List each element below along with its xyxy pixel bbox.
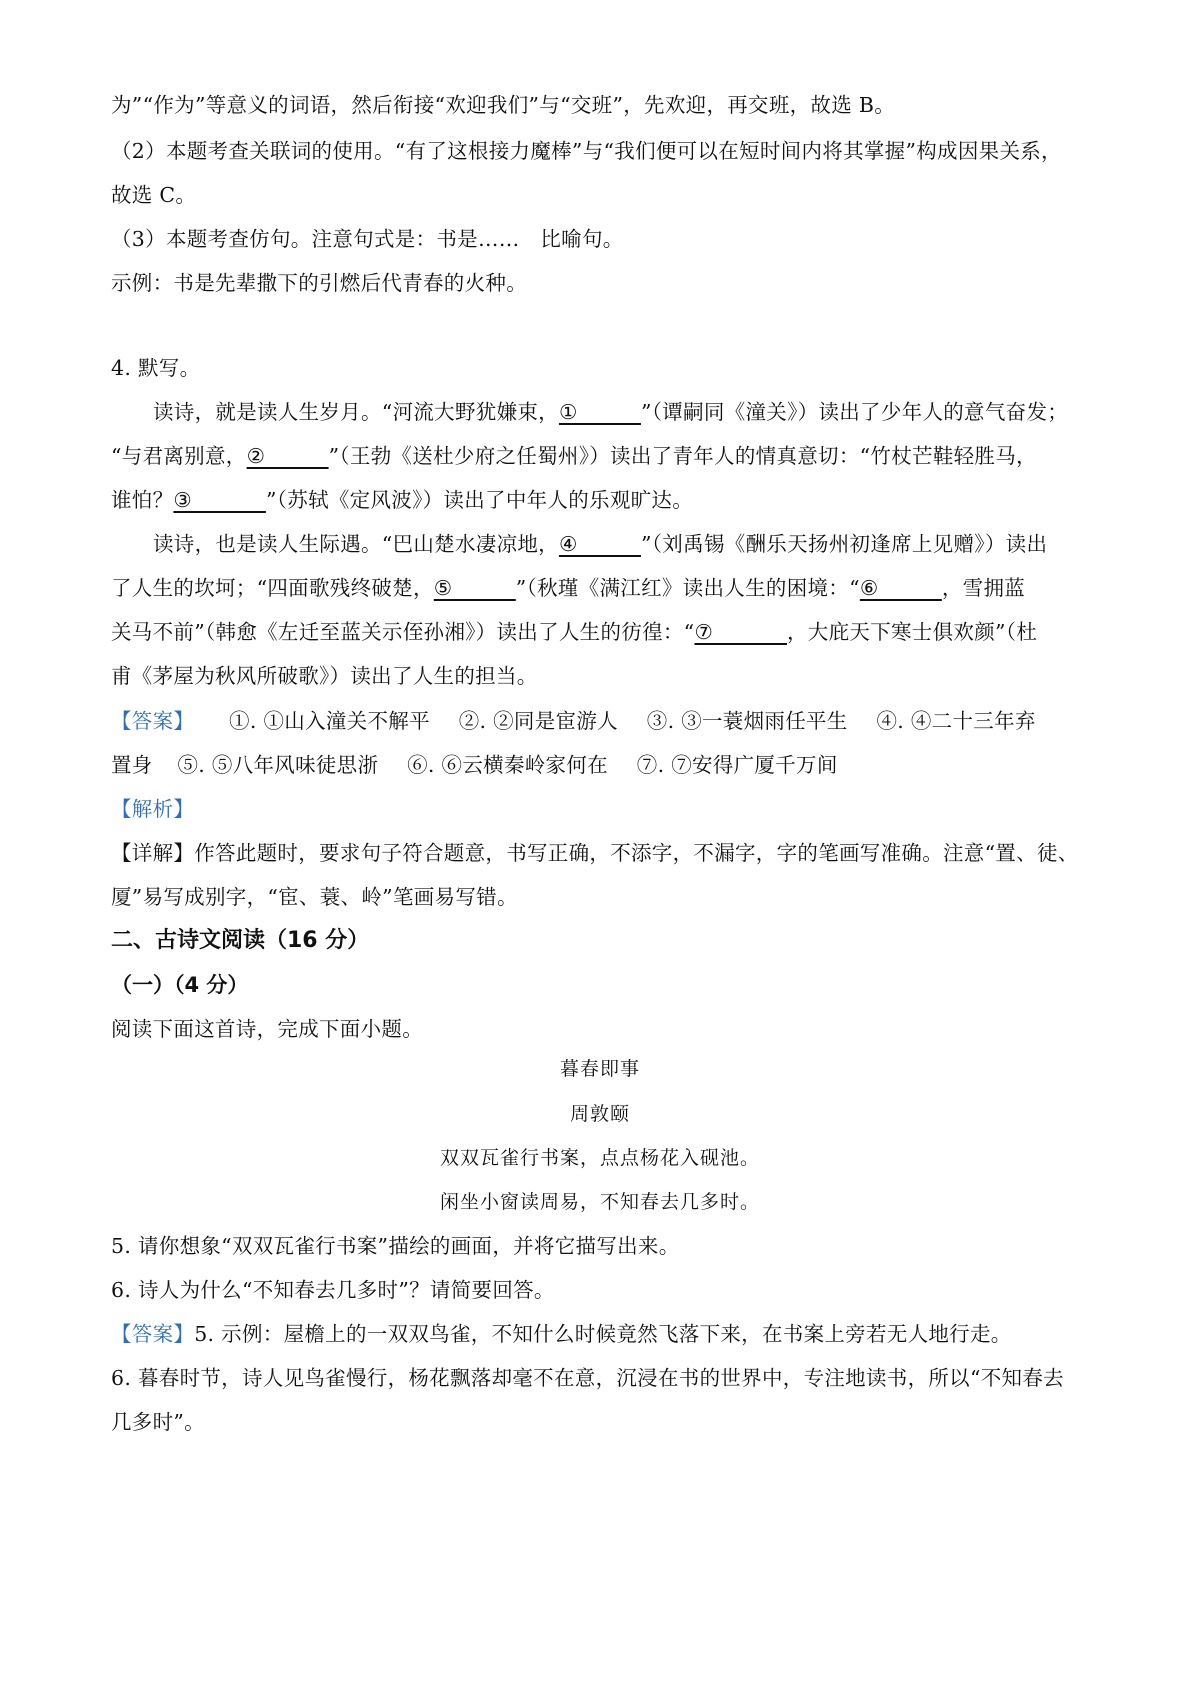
passage-line: 了人生的坎坷；“四面歌残终破楚，⑤______”（秋瑾《满江红》读出人生的困境：“⑥______，雪拥蓝 — [111, 573, 1106, 603]
passage-line: 谁怕？③_______”（苏轼《定风波》）读出了中年人的乐观旷达。 — [111, 485, 1106, 515]
analysis-tag: 【解析】 — [111, 797, 195, 821]
passage-line: “与君离别意，②______”（王勃《送杜少府之任蜀州》）读出了青年人的情真意切：“竹杖芒鞋轻胜马， — [111, 441, 1106, 471]
answer-line: 【答案】5. 示例：屋檐上的一双双鸟雀，不知什么时候竟然飞落下来，在书案上旁若无人地行走。 — [111, 1322, 1012, 1346]
explanation-line: 示例：书是先辈撒下的引燃后代青春的火种。 — [111, 271, 527, 295]
question-5: 5. 请你想象“双双瓦雀行书案”描绘的画面，并将它描写出来。 — [111, 1234, 680, 1258]
poem-title: 暮春即事 — [559, 1058, 640, 1080]
question-title: 4. 默写。 — [111, 356, 201, 380]
explanation-line: 故选 C。 — [111, 183, 197, 207]
blank-2: ②______ — [246, 444, 329, 468]
blank-3: ③_______ — [173, 488, 266, 512]
answer-line: 6. 暮春时节，诗人见鸟雀慢行，杨花飘落却毫不在意，沉浸在书的世界中，专注地读书，所以“不知春去 — [111, 1366, 1064, 1390]
blank-7: ⑦_______ — [694, 620, 787, 644]
question-6: 6. 诗人为什么“不知春去几多时”？请简要回答。 — [111, 1278, 555, 1302]
explanation-line: 为”“作为”等意义的词语，然后衔接“欢迎我们”与“交班”，先欢迎，再交班，故选 B。 — [111, 93, 896, 117]
answer-item: ②. ②同是宦游人 — [458, 709, 618, 733]
answer-line: 几多时”。 — [111, 1410, 205, 1434]
answer-line — [111, 706, 1106, 736]
answer-item: ①. ①山入潼关不解平 — [229, 709, 430, 733]
answer-item: ③. ③一蓑烟雨任平生 — [646, 709, 848, 733]
blank-4: ④______ — [558, 532, 641, 556]
answer-item: ⑦. ⑦安得广厦千万间 — [636, 753, 838, 777]
instruction-line: 阅读下面这首诗，完成下面小题。 — [111, 1017, 423, 1041]
passage-line: 读诗，也是读人生际遇。“巴山楚水凄凉地，④______”（刘禹锡《酬乐天扬州初逢席上见赠》）读出 — [153, 529, 1106, 559]
detail-line: 【详解】作答此题时，要求句子符合题意，书写正确，不添字，不漏字，字的笔画写准确。注意“置、徒、 — [111, 841, 1079, 865]
explanation-line: （3）本题考查仿句。注意句式是：书是…… 比喻句。 — [111, 227, 624, 251]
blank-6: ⑥______ — [859, 576, 942, 600]
answer-item: ④. ④二十三年弃 — [876, 709, 1036, 733]
blank-5: ⑤______ — [433, 576, 516, 600]
answer-tag: 【答案】 — [111, 1322, 195, 1346]
poem-line: 闲坐小窗读周易，不知春去几多时。 — [439, 1191, 760, 1213]
passage-line: 关马不前”（韩愈《左迁至蓝关示侄孙湘》）读出了人生的彷徨：“⑦_______，大庇天下寒士俱欢颜”（杜 — [111, 617, 1106, 647]
explanation-line: （2）本题考查关联词的使用。“有了这根接力魔棒”与“我们便可以在短时间内将其掌握”构成因果关系， — [111, 139, 1062, 163]
blank-1: ①______ — [558, 400, 641, 424]
answer-item: ⑤. ⑤八年风味徒思浙 — [177, 753, 379, 777]
section-heading: 二、古诗文阅读（16 分） — [111, 928, 370, 953]
poem-author: 周敦颐 — [569, 1103, 630, 1125]
answer-item: ⑥. ⑥云横秦岭家何在 — [407, 753, 608, 777]
passage-line: 甫《茅屋为秋风所破歌》）读出了人生的担当。 — [111, 664, 538, 688]
detail-line: 厦”易写成别字，“宦、蓑、岭”笔画易写错。 — [111, 885, 518, 909]
passage-line: 读诗，就是读人生岁月。“河流大野犹嫌束，①______”（谭嗣同《潼关》）读出了少年人的意气奋发； — [153, 397, 1106, 427]
subsection-heading: （一）（4 分） — [111, 973, 249, 997]
answer-line: 置身 ⑤. ⑤八年风味徒思浙 ⑥. ⑥云横秦岭家何在 ⑦. ⑦安得广厦千万间 — [111, 753, 838, 777]
answer-tag: 【答案】 — [111, 709, 195, 733]
poem-line: 双双瓦雀行书案，点点杨花入砚池。 — [439, 1147, 760, 1169]
